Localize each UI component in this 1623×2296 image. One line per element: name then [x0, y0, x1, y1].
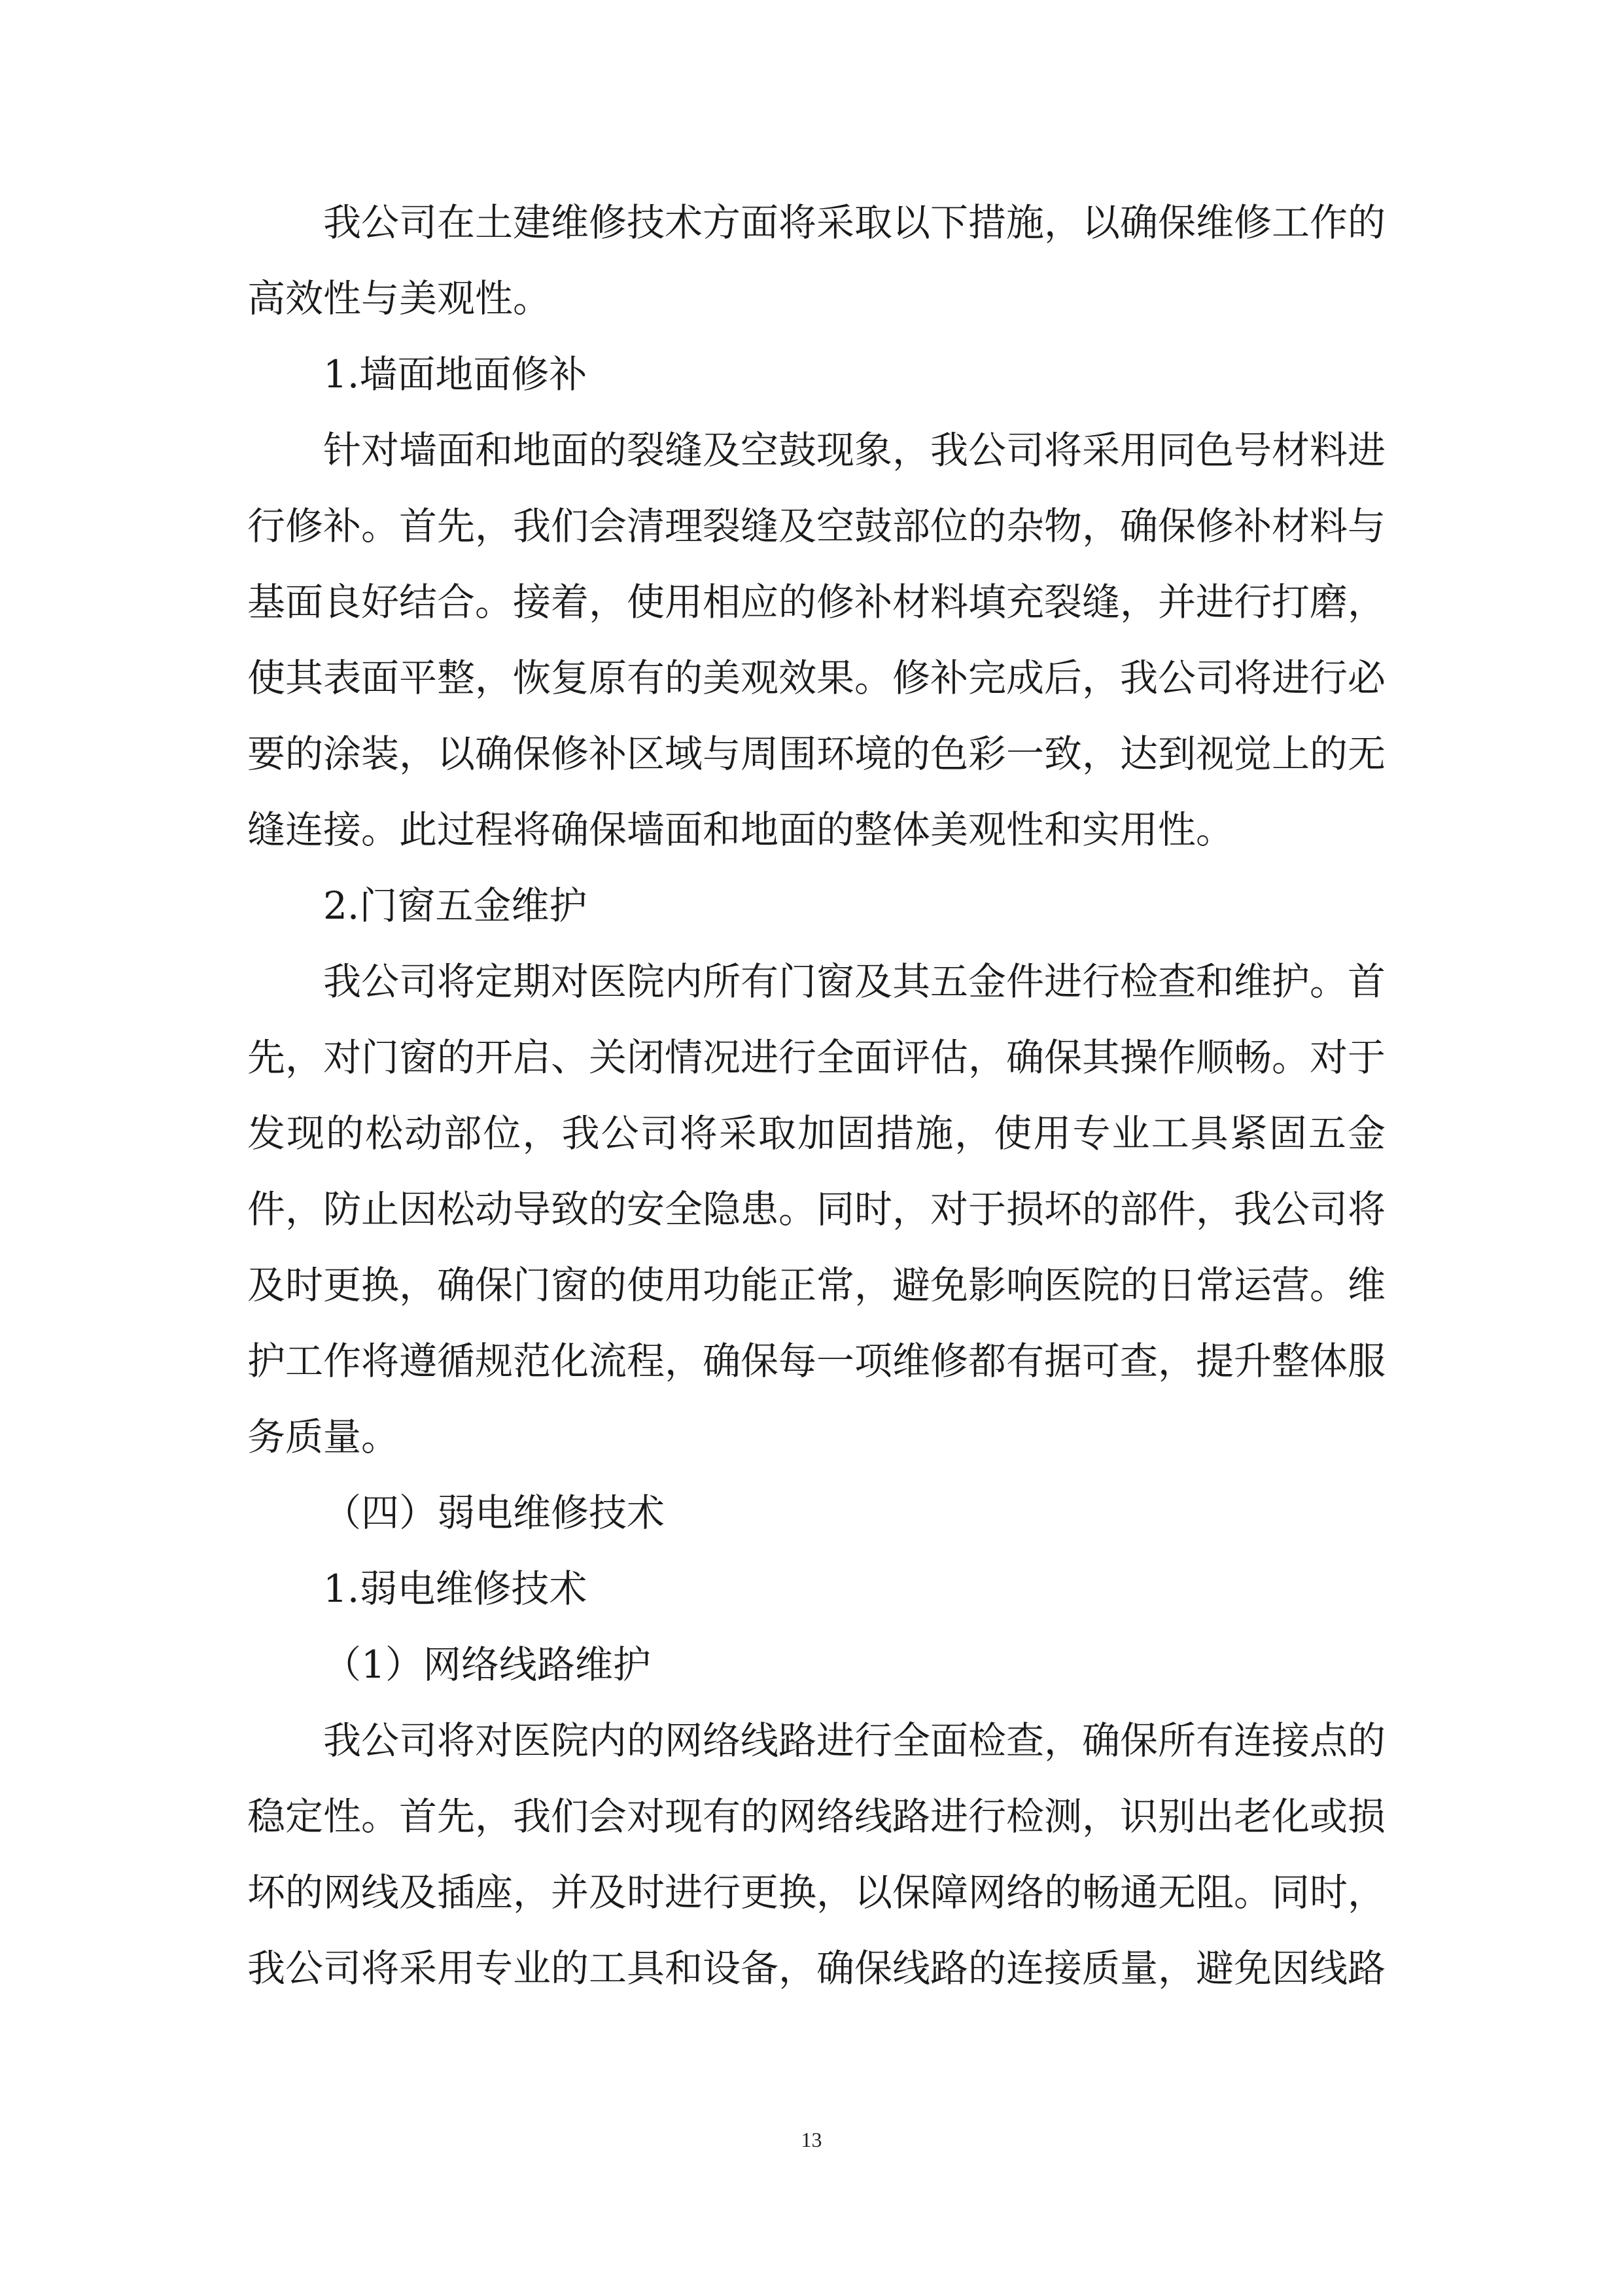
section-heading-wall-floor-repair: 1.墙面地面修补: [323, 352, 587, 397]
section-heading-weak-current-repair: 1.弱电维修技术: [323, 1566, 587, 1611]
paragraph-network-line: 我公司将对医院内的网络线路进行全面检查，确保所有连接点的稳定性。首先，我们会对现有的网络线路进行检测，识别出老化或损坏的网线及插座，并及时进行更换，以保障网络的畅通无阻。同时，我公司将采用专业的工具和设备，确保线路的连接质量，避免因线路: [247, 1718, 1386, 1990]
section-heading-door-window-hardware: 2.门窗五金维护: [323, 883, 587, 928]
page-number: 13: [801, 2128, 822, 2151]
chapter-heading-weak-current: （四）弱电维修技术: [323, 1491, 665, 1535]
page-body: [247, 185, 1386, 2006]
subsection-heading-network-line: （1）网络线路维护: [323, 1642, 651, 1687]
paragraph-intro: 我公司在土建维修技术方面将采取以下措施，以确保维修工作的高效性与美观性。: [247, 200, 1386, 321]
paragraph-door-window-hardware: 我公司将定期对医院内所有门窗及其五金件进行检查和维护。首先，对门窗的开启、关闭情况进行全面评估，确保其操作顺畅。对于发现的松动部位，我公司将采取加固措施，使用专业工具紧固五金件，防止因松动导致的安全隐患。同时，对于损坏的部件，我公司将及时更换，确保门窗的使用功能正常，避免影响医院的日常运营。维护工作将遵循规范化流程，确保每一项维修都有据可查，提升整体服务质量。: [247, 959, 1386, 1459]
paragraph-wall-floor-repair: 针对墙面和地面的裂缝及空鼓现象，我公司将采用同色号材料进行修补。首先，我们会清理裂缝及空鼓部位的杂物，确保修补材料与基面良好结合。接着，使用相应的修补材料填充裂缝，并进行打磨，使其表面平整，恢复原有的美观效果。修补完成后，我公司将进行必要的涂装，以确保修补区域与周围环境的色彩一致，达到视觉上的无缝连接。此过程将确保墙面和地面的整体美观性和实用性。: [247, 428, 1386, 852]
